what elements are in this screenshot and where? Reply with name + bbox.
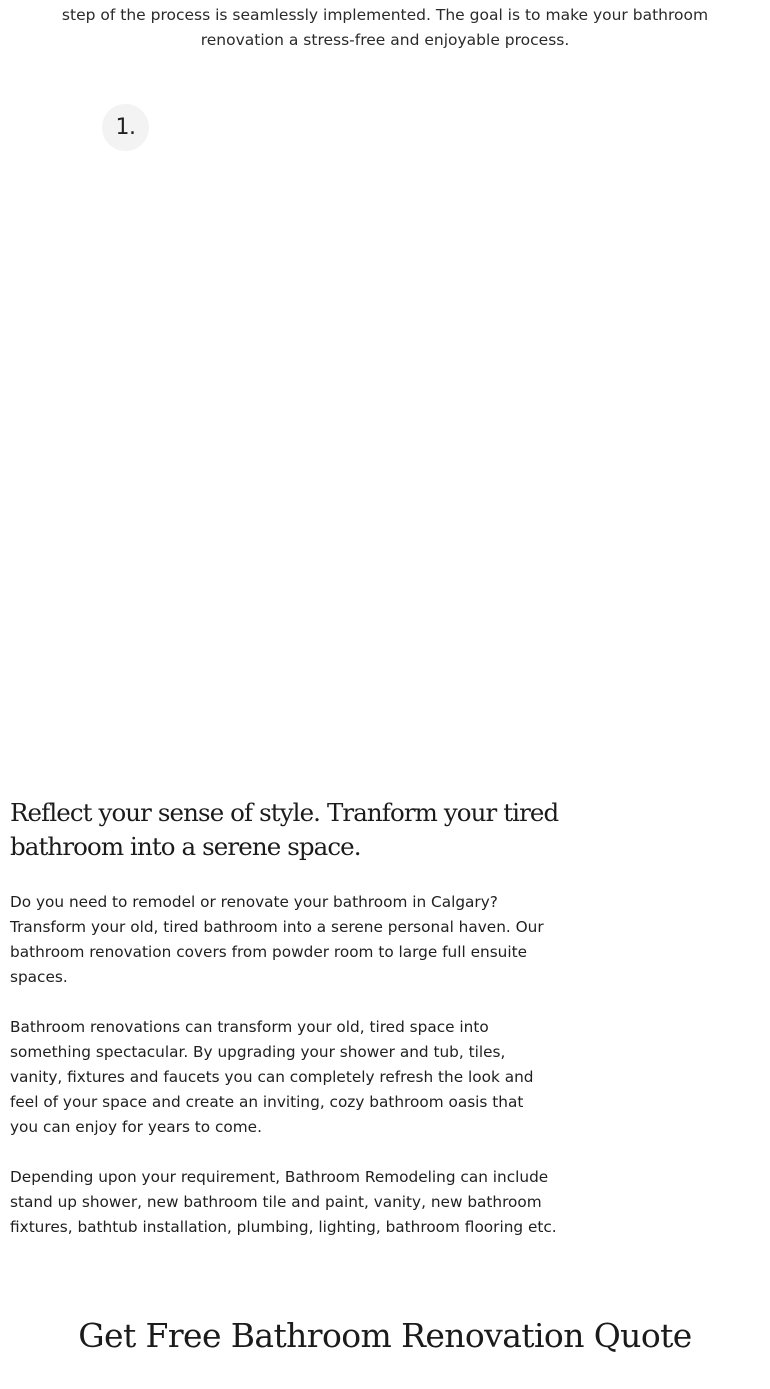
feature-heading-line: bathroom into a serene space. (10, 832, 361, 861)
step-number-badge (102, 104, 149, 151)
intro-line: renovation a stress-free and enjoyable process. (200, 30, 570, 49)
paragraph-line: stand up shower, new bathroom tile and paint, vanity, new bathroom (10, 1193, 542, 1211)
paragraph-line: Transform your old, tired bathroom into a serene personal haven. Our (10, 918, 544, 936)
paragraph-line: Depending upon your requirement, Bathroom Remodeling can include (10, 1168, 549, 1186)
step-number: 1. (115, 115, 136, 140)
quote-section-heading: Get Free Bathroom Renovation Quote (78, 1316, 692, 1355)
paragraph-line: bathroom renovation covers from powder room to large full ensuite (10, 943, 528, 961)
paragraph-line: something spectacular. By upgrading your shower and tub, tiles, (10, 1043, 506, 1061)
paragraph-line: fixtures, bathtub installation, plumbing, lighting, bathroom flooring etc. (10, 1218, 557, 1236)
paragraph-line: Bathroom renovations can transform your old, tired space into (10, 1018, 489, 1036)
paragraph-line: spaces. (10, 968, 68, 986)
feature-paragraph-3 (10, 1165, 590, 1240)
feature-paragraph-1 (10, 890, 590, 990)
paragraph-line: vanity, fixtures and faucets you can completely refresh the look and (10, 1068, 534, 1086)
intro-text (0, 3, 770, 53)
paragraph-line: feel of your space and create an inviting, cozy bathroom oasis that (10, 1093, 524, 1111)
feature-heading (10, 796, 570, 864)
intro-line: step of the process is seamlessly implemented. The goal is to make your bathroom (61, 5, 709, 24)
paragraph-line: you can enjoy for years to come. (10, 1118, 262, 1136)
paragraph-line: Do you need to remodel or renovate your bathroom in Calgary? (10, 893, 498, 911)
feature-paragraph-2 (10, 1015, 590, 1140)
feature-heading-line: Reflect your sense of style. Tranform your tired (10, 798, 559, 827)
